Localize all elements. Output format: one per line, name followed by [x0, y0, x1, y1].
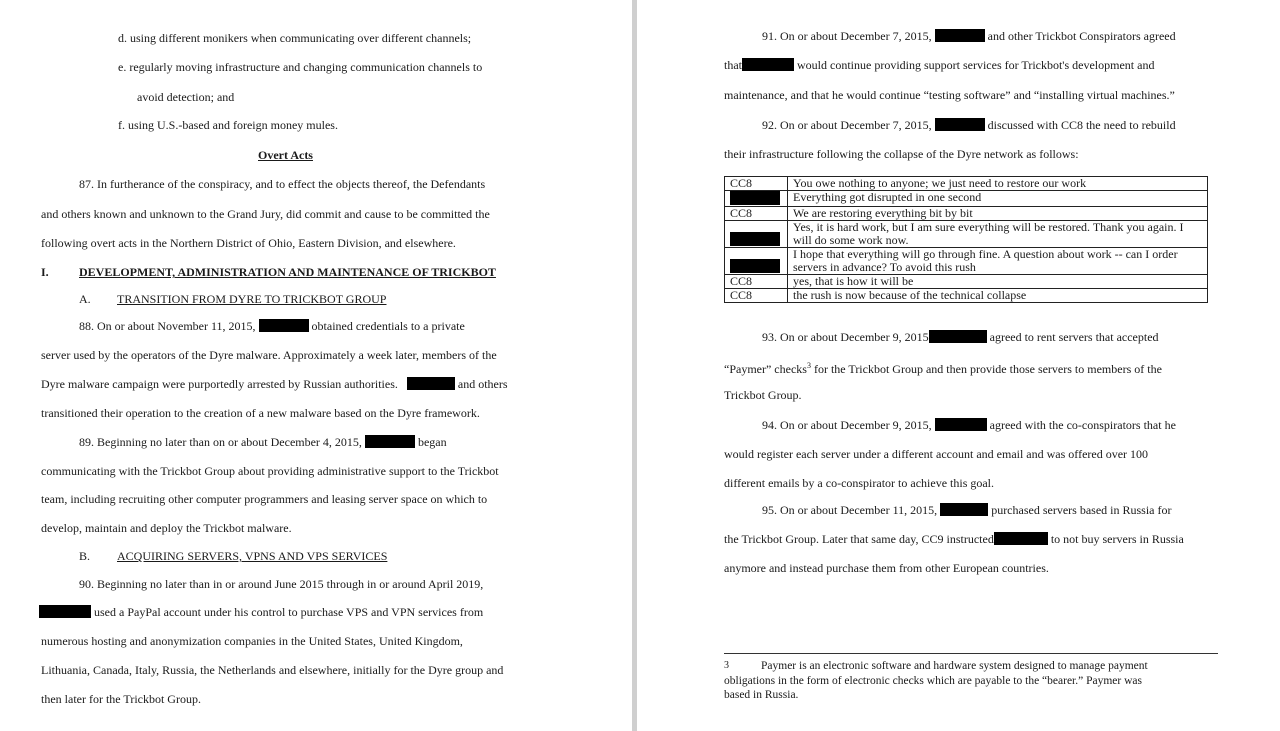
chat-row: [725, 207, 1208, 221]
text-fragment: began: [417, 435, 447, 449]
chat-speaker: CC8: [730, 206, 753, 220]
paragraph-93-line: [724, 359, 1162, 376]
chat-row: [725, 221, 1208, 248]
paragraph-88-line: server used by the operators of the Dyre malware. Approximately a week later, members of the: [41, 348, 497, 362]
paragraph-94-line: [762, 418, 1176, 432]
section-number: I.: [41, 265, 49, 279]
redaction-bar: [940, 503, 988, 516]
redaction-bar: [935, 29, 985, 42]
paragraph-94-line: different emails by a co-conspirator to achieve this goal.: [724, 476, 995, 490]
chat-message: You owe nothing to anyone; we just need to restore our work: [788, 177, 1208, 191]
paragraph-91-line: [762, 29, 1176, 43]
text-fragment: 89. Beginning no later than on or about December 4, 2015,: [79, 435, 362, 449]
paragraph-94-line: would register each server under a different account and email and was offered over 100: [724, 447, 1149, 461]
text-fragment: to not buy servers in Russia: [1050, 532, 1184, 546]
footnote-divider: [724, 653, 1218, 654]
left-document-page: [0, 0, 632, 731]
chat-speaker: CC8: [730, 176, 753, 190]
redaction-bar: [259, 319, 309, 332]
chat-message: Yes, it is hard work, but I am sure everything will be restored. Thank you again. I will do some work now.: [788, 221, 1208, 248]
text-fragment: and other Trickbot Conspirators agreed: [987, 29, 1176, 43]
paragraph-91-line: maintenance, and that he would continue “testing software” and “installing virtual machines.”: [724, 88, 1175, 102]
text-fragment: 95. On or about December 11, 2015,: [762, 503, 938, 517]
paragraph-95-line: [762, 503, 1171, 517]
paragraph-90-line: numerous hosting and anonymization companies in the United States, United Kingdom,: [41, 634, 463, 648]
redaction-bar: [742, 58, 794, 71]
text-fragment: discussed with CC8 the need to rebuild: [987, 118, 1176, 132]
chat-message: the rush is now because of the technical collapse: [788, 289, 1208, 303]
text-fragment: 88. On or about November 11, 2015,: [79, 319, 256, 333]
section-title: DEVELOPMENT, ADMINISTRATION AND MAINTENANCE OF TRICKBOT: [79, 265, 496, 279]
text-fragment: that: [724, 58, 742, 72]
subsection-a-letter: A.: [79, 292, 91, 306]
paragraph-89-line: team, including recruiting other computer programmers and leasing server space on which to: [41, 492, 488, 506]
chat-speaker-cell: [725, 275, 788, 289]
paragraph-93-line: Trickbot Group.: [724, 388, 802, 402]
text-fragment: agreed to rent servers that accepted: [989, 330, 1159, 344]
chat-message: We are restoring everything bit by bit: [788, 207, 1208, 221]
paragraph-90-line: then later for the Trickbot Group.: [41, 692, 201, 706]
paragraph-93-line: [762, 330, 1159, 344]
redaction-bar: [730, 232, 780, 246]
paragraph-90-line: [39, 605, 483, 619]
paragraph-89-line: [79, 435, 447, 449]
text-fragment: for the Trickbot Group and then provide those servers to members of the: [810, 362, 1162, 376]
list-item-d: d. using different monikers when communicating over different channels;: [118, 31, 472, 45]
redaction-bar: [407, 377, 455, 390]
paragraph-87-line: 87. In furtherance of the conspiracy, and to effect the objects thereof, the Defendants: [79, 177, 486, 191]
chat-transcript-body: [725, 177, 1208, 303]
paragraph-90-line: Lithuania, Canada, Italy, Russia, the Netherlands and elsewhere, initially for the Dyre group and: [41, 663, 504, 677]
paragraph-87-line: and others known and unknown to the Grand Jury, did commit and cause to be committed the: [41, 207, 490, 221]
chat-message: Everything got disrupted in one second: [788, 191, 1208, 207]
text-fragment: 92. On or about December 7, 2015,: [762, 118, 932, 132]
redaction-bar: [730, 191, 780, 205]
footnote-reference[interactable]: 3: [806, 361, 811, 370]
redaction-bar: [39, 605, 91, 618]
subsection-b-letter: B.: [79, 549, 91, 563]
footnote-line: based in Russia.: [724, 689, 799, 701]
text-fragment: “Paymer” checks: [724, 362, 807, 376]
paragraph-92-line: their infrastructure following the collapse of the Dyre network as follows:: [724, 147, 1079, 161]
text-fragment: 91. On or about December 7, 2015,: [762, 29, 932, 43]
chat-speaker-cell: [725, 248, 788, 275]
redaction-bar: [365, 435, 415, 448]
overt-acts-heading: Overt Acts: [258, 148, 313, 162]
text-fragment: 94. On or about December 9, 2015,: [762, 418, 932, 432]
paragraph-88-line: [41, 377, 508, 391]
paragraph-92-line: [762, 118, 1176, 132]
text-fragment: would continue providing support services for Trickbot's development and: [797, 58, 1155, 72]
chat-transcript-table: [724, 176, 1208, 303]
right-document-page: [637, 0, 1280, 731]
chat-row: [725, 191, 1208, 207]
chat-row: [725, 289, 1208, 303]
list-item-e-cont: avoid detection; and: [137, 90, 235, 104]
paragraph-87-line: following overt acts in the Northern District of Ohio, Eastern Division, and elsewhere.: [41, 236, 456, 250]
subsection-a-title: TRANSITION FROM DYRE TO TRICKBOT GROUP: [117, 292, 387, 306]
chat-speaker-cell: [725, 191, 788, 207]
text-fragment: obtained credentials to a private: [311, 319, 465, 333]
chat-speaker-cell: [725, 221, 788, 248]
chat-speaker: CC8: [730, 288, 753, 302]
paragraph-95-line: anymore and instead purchase them from other European countries.: [724, 561, 1049, 575]
list-item-e: e. regularly moving infrastructure and changing communication channels to: [118, 60, 483, 74]
redaction-bar: [929, 330, 987, 343]
list-item-f: f. using U.S.-based and foreign money mules.: [118, 118, 338, 132]
text-fragment: used a PayPal account under his control to purchase VPS and VPN services from: [94, 605, 484, 619]
chat-message: yes, that is how it will be: [788, 275, 1208, 289]
footnote-number: 3: [724, 660, 729, 671]
redaction-bar: [994, 532, 1048, 545]
redaction-bar: [730, 259, 780, 273]
chat-row: [725, 248, 1208, 275]
paragraph-89-line: communicating with the Trickbot Group about providing administrative support to the Trickbot: [41, 464, 499, 478]
chat-row: [725, 275, 1208, 289]
text-fragment: and others: [457, 377, 508, 391]
footnote-line: obligations in the form of electronic checks which are payable to the “bearer.” Paymer was: [724, 675, 1142, 687]
paragraph-89-line: develop, maintain and deploy the Trickbot malware.: [41, 521, 292, 535]
paragraph-91-line: [724, 58, 1154, 72]
subsection-b-title: ACQUIRING SERVERS, VPNS AND VPS SERVICES: [117, 549, 388, 563]
chat-speaker-cell: [725, 289, 788, 303]
text-fragment: 93. On or about December 9, 2015: [762, 330, 929, 344]
paragraph-95-line: [724, 532, 1184, 546]
text-fragment: purchased servers based in Russia for: [991, 503, 1172, 517]
chat-speaker: CC8: [730, 274, 753, 288]
paragraph-90-line: 90. Beginning no later than in or around June 2015 through in or around April 2019,: [79, 577, 484, 591]
redaction-bar: [935, 118, 985, 131]
chat-speaker-cell: [725, 207, 788, 221]
text-fragment: agreed with the co-conspirators that he: [989, 418, 1176, 432]
text-fragment: the Trickbot Group. Later that same day, CC9 instructed: [724, 532, 994, 546]
chat-row: [725, 177, 1208, 191]
footnote-line: Paymer is an electronic software and hardware system designed to manage payment: [761, 660, 1148, 672]
chat-speaker-cell: [725, 177, 788, 191]
text-fragment: Dyre malware campaign were purportedly arrested by Russian authorities.: [41, 377, 398, 391]
paragraph-88-line: transitioned their operation to the creation of a new malware based on the Dyre framework.: [41, 406, 480, 420]
chat-message: I hope that everything will go through fine. A question about work -- can I order servers in advance? To avoid this rush: [788, 248, 1208, 275]
paragraph-88-line: [79, 319, 465, 333]
redaction-bar: [935, 418, 987, 431]
